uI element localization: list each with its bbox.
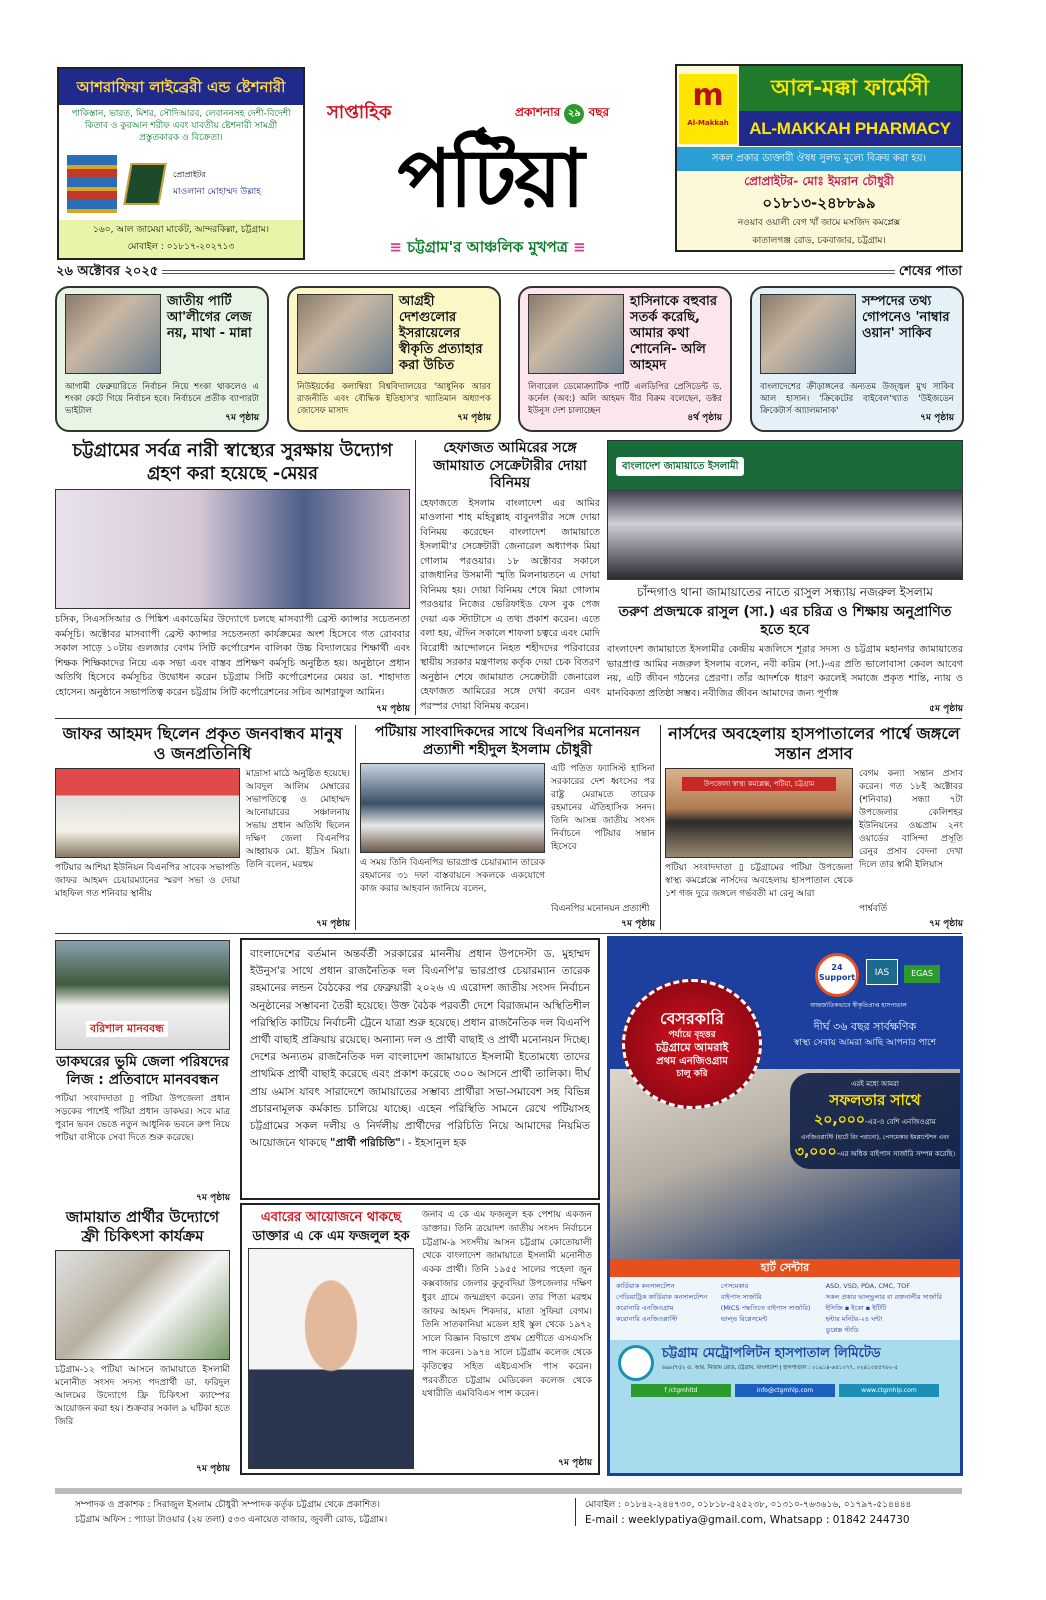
teaser-text: নিউইয়র্কের কলাম্বিয়া বিশ্ববিদ্যালয়ের 'আধুনিক আরব রাজনীতি এবং বৌদ্ধিক ইতিহাস'র খ্যাতিমান অধ্যাপক জোসেফ মাসাদ xyxy=(297,382,491,416)
teaser-headline: জাতীয় পার্টি আ'লীগের লেজ নয়, মাথা - মান্না xyxy=(167,294,252,341)
quran-image xyxy=(123,163,166,205)
services-panel xyxy=(610,1277,960,1340)
tag-line: চট্টগ্রামে আমরাই xyxy=(655,1040,729,1054)
hospital-footer xyxy=(610,1340,960,1473)
years-badge: ২৯ xyxy=(564,104,584,124)
publishing-years xyxy=(515,101,609,124)
library-prop-label: প্রোপ্রাইটর xyxy=(173,170,206,179)
teaser-page-ref: ৪র্থ পৃষ্ঠায় xyxy=(687,413,722,423)
section-rule xyxy=(55,933,962,934)
tagline-text: চট্টগ্রাম'র আঞ্চলিক মুখপত্র xyxy=(407,238,568,256)
hospital-tag xyxy=(622,979,762,1109)
service-item: করোনারি এনজিওপ্লাস্টি xyxy=(616,1315,678,1323)
issue-date: ২৬ অক্টোবর ২০২৫ xyxy=(56,263,162,280)
page-label: শেষের পাতা xyxy=(895,263,962,280)
teaser-photo xyxy=(760,294,856,374)
nurse-headline: নার্সদের অবহেলায় হাসপাতালের পার্শ্বে জঙ্গলে সন্তান প্রসাব xyxy=(668,724,960,763)
shahidul-caption: এ সময় তিনি বিএনপির ভারপ্রাপ্ত চেয়ারম্যান তারেক রহমানের ৩১ দফা বাস্তবায়নে সকলকে একযোগে কাজ করার আহবান জানিয়ে বলেন, xyxy=(360,858,545,894)
library-address: ১৬০, আল জামেয়া মার্কেট, আন্দরকিল্লা, চট্টগ্রাম। xyxy=(93,225,269,235)
editorial-byline: । - ইহসানুল হক xyxy=(400,1137,467,1150)
editorial-text: বাংলাদেশের বর্তমান অন্তর্বর্তী সরকারের মাননীয় প্রধান উপদেস্টা ড. মুহাম্মদ ইউনুস'র সাথে প্রধান রাজনৈতিক দল বিএনপি'র ভারপ্রাপ্ত চেয়ারম্যান তারেক রহমানের লন্ডন বৈঠকের পর ফেব্রুয়ারী ২০২৬ এ এরোদশ জাতীয় সংসদ নির্বাচন অনুষ্ঠানের সম্ভাবনা তৈরী হয়েছে। উক্ত বৈঠক পরবর্তী দেশে বিরাজমান অস্থিতিশীল পরিস্থিতি কাটিয়ে নির্বাচনী ট্রেনে যাত্রা শুরু হয়েছে। প্রধান রাজনৈতিক দল বিএনপি প্রার্থী বাছাই প্রক্রিয়ায় রয়েছে। অন্যান্য দল ও প্রার্থী বাছাই ও প্রার্থী মনোনয়ন দিচ্ছে। দেশের অন্যতম রাজনৈতিক দল বাংলাদেশ জামায়াতে ইসলামী ইতোমধ্যে তাদের প্রাথমিক প্রার্থী বাছাই করেছে এবং প্রকাশ করেছে ৩০০ আসনে প্রার্থী তালিকা। দীর্ঘ প্রায় ৬মাস যাবৎ সারাদেশে জামায়াতের সম্ভাব্য প্রার্থীরা সভা-সমাবেশ সহ বিভিন্ন প্রচারনামূলক কর্মকান্ড চালিয়ে যাচ্ছে। এহেন পরিস্থিতি সামনে রেখে পটিয়াসহ চট্টগ্রামের সকল দলীয় ও নির্দলীয় প্রার্থীদের পরিচিতি নিয়ে আমাদের নিয়মিত আয়োজনে থাকছে xyxy=(250,948,590,1150)
angiogram-count: ২০,০০০ xyxy=(814,1112,866,1128)
bypass-text: -এর অধিক বাইপাস সার্জারি সম্পন্ন করেছি। xyxy=(836,1150,956,1158)
shahidul-page-ref: ৭ম পৃষ্ঠায় xyxy=(621,919,655,929)
library-mobile: মোবাইল : ০১৮১৭-২০২৭১৩ xyxy=(127,242,235,252)
teaser-headline: সম্পদের তথ্য গোপনেও 'নাম্বার ওয়ান' সাকিব xyxy=(862,294,950,341)
hefazat-headline: হেফাজত আমিরের সঙ্গে জামায়াত সেক্রেটারীর দোয়া বিনিময় xyxy=(433,440,587,491)
teaser-headline: হাসিনাকে বহুবার সতর্ক করেছি, আমার কথা শোনেনি- অলি আহমদ xyxy=(630,294,717,373)
service-item: পেডিয়াট্রিক কার্ডিয়াক কনসালটেশন xyxy=(616,1293,708,1301)
jafar-headline: জাফর আহমদ ছিলেন প্রকৃত জনবান্ধব মানুষ ও জনপ্রতিনিধি xyxy=(62,724,343,763)
pharmacy-prop: প্রোপ্রাইটর- মোঃ ইমরান চৌধুরী xyxy=(744,174,894,188)
teaser-box[interactable] xyxy=(287,286,501,432)
services-column xyxy=(826,1281,954,1336)
daakghar-body: পটিয়া সংবাদদাতা ▯ পটিয়া উপজেলা প্রধান সড়কের পাশেই পটিয়া প্রধান ডাকঘর। সবে মাত্র পুরান ভবন ভেঙে নতুন আধুনিক ভবনে রুপ নিয়ে পটিয়া বাসীকে সেবা দিতে শুরু করেছে। xyxy=(55,1094,230,1143)
pharmacy-title-bn: আল-মক্কা ফার্মেসী xyxy=(739,66,961,111)
success-mid: এনজিওপ্লাস্টি (হার্টে রিং পরানো), পেসমেকার ইমপ্লান্টেশন এবং xyxy=(800,1134,950,1141)
service-item: ডুপ্লেক্স স্টাডি xyxy=(825,1326,859,1334)
shahidul-side2: বিএনপির মনোনয়ন প্রত্যাশী xyxy=(551,904,650,914)
teaser-text: বাংলাদেশের ক্রীড়াঙ্গনের অন্যতম উজ্জ্বল মুখ সাকিব আল হাসান। 'ক্রিকেটের বাইবেল'খ্যাত 'উইজডেন ক্রিকেটার্স আ্যালমানাক' xyxy=(760,382,954,416)
candidate-body: জনাব এ কে এম ফজলুল হক পেশায় একজন ডাক্তার। তিনি ত্রয়োদশ জাতীয় সংসদ নির্বাচনে চট্টগ্রাম-৯ সংসদীয় আসন চট্টগ্রাম কোতোয়ালী থেকে বাংলাদেশ জামায়াতে ইসলামী মনোনীত একক প্রার্থী। তিনি ১৯৫৫ সালের পহেলা জুন কক্সবাজার জেলার কুতুবদিয়া উপজেলার দক্ষিণ ধুরং গ্রামে জন্মগ্রহণ করেন। তার পিতা মরহুম জাফর আহমদ শিকদার, মাতা সুফিয়া বেগম। তিনি সাতকানিয়া মডেল হাই স্কুল থেকে ১৯৭২ সালে বিজ্ঞান বিভাগে প্রথম শ্রেণীতে এসএসসি পাস করেন। ১৯৭৪ সালে চট্টগ্রাম কলেজ থেকে কৃতিত্বের সহিত এইচএসসি পাস করেন। পরবর্তীতে চট্টগ্রাম মেডিকেল কলেজ থেকে যথারীতি এমবিবিএস পাশ করেন। xyxy=(422,1210,592,1400)
facebook-link[interactable]: f /ctgmhltd xyxy=(631,1384,731,1397)
hospital-building-photo xyxy=(665,768,853,858)
weekly-label: সাপ্তাহিক xyxy=(327,102,392,123)
hospital-ad xyxy=(607,936,963,1476)
mayor-story xyxy=(55,440,410,715)
pharmacy-ad xyxy=(675,64,963,252)
hefazat-story xyxy=(420,440,600,715)
chandgaon-page-ref: ৫ম পৃষ্ঠায় xyxy=(929,704,963,714)
service-item: (MICS পদ্ধতিতে বাইপাস সার্জারি) xyxy=(720,1304,811,1312)
candidate-kicker: এবারের আয়োজনে থাকছে xyxy=(260,1210,402,1225)
service-item: কার্ডিয়াক কনসালটেশন xyxy=(616,1282,675,1290)
library-ad xyxy=(57,67,305,260)
footer-publisher: সম্পাদক ও প্রকাশক : সিরাজুল ইসলাম চৌধুরী সম্পাদক কর্তৃক চট্টগ্রাম থেকে প্রকাশিত। xyxy=(75,1500,380,1510)
chandgaon-story xyxy=(607,440,963,715)
pharmacy-address1: নওয়াব ওয়ালী বেগ খাঁ জামে মসজিদ কমপ্লেক্স xyxy=(737,218,901,229)
nurse-side: বেগম কন্যা সন্তান প্রসাব করেন। গত ১৮ই অক্টোবর (শনিবার) সন্ধ্যা ৭টা উপজেলার কেলিশহর ইউনিয়নের ওচ্চপ্রাম ২নং ওয়ার্ডের বাসিন্দা প্রসূতি রেনুর প্রসাব বেদনা দেখা দিলে তার স্বামী ইলিয়াস xyxy=(859,769,963,870)
mayor-page-ref: ৭ম পৃষ্ঠায় xyxy=(376,704,410,714)
shahidul-headline: পটিয়ায় সাংবাদিকদের সাথে বিএনপির মনোনয়ন প্রত্যাশী শহীদুল ইসলাম চৌধুরী xyxy=(375,724,640,758)
jafar-story xyxy=(55,724,350,930)
books-image xyxy=(67,155,117,213)
pharmacy-phone: ০১৮১৩-২৪৮৮৯৯ xyxy=(762,193,876,212)
protest-banner: বরিশাল মানববন্ধ xyxy=(86,1021,168,1037)
chandgaon-kicker: চাঁন্দগাও থানা জামায়াতের নাতে রাসুল সন্ধ্যায় নজরুল ইসলাম xyxy=(637,585,933,599)
chandgaon-body: বাংলাদেশ জামায়াতে ইসলামীর কেন্দ্রীয় মজলিসে শূরার সদস্য ও চট্টগ্রাম মহানগর জামায়াতের ভারপ্রাপ্ত আমির নজরুল ইসলাম বলেন, নবী করিম (সা.)-এর প্রতি ভালোবাসা কেবল আবেগ নয়, এটি জীবন গঠনের প্রেরণা। তাঁর আদর্শকে ধারণ করলেই সমাজে প্রকৃত শান্তি, ন্যায় ও মানবিকতা প্রতিষ্ঠা সম্ভব। নবীজির জীবন আমাদের জন্য পূর্ণাঙ্গ xyxy=(607,644,963,699)
jafar-page-ref: ৭ম পৃষ্ঠায় xyxy=(316,919,350,929)
teaser-text: আগামী ফেব্রুয়ারিতে নির্বাচন নিয়ে শংকা থাকলেও এ শংকা কেটে গিয়ে নির্বাচন হবে। নির্বাচনে প্রতীক ব্যাপারটা ভাইটাল xyxy=(65,382,259,416)
tagline: ≡ চট্টগ্রাম'র আঞ্চলিক মুখপত্র ≡ xyxy=(389,238,586,256)
newspaper-logo: পটিয়া xyxy=(397,132,583,225)
hospital-tagline2: স্বাস্থ্য সেবায় আমরা আছি আপনার পাশে xyxy=(793,1038,937,1048)
service-item: সকল প্রকার ভাল্ভুলার বা রক্তনালীর সার্জারি xyxy=(825,1293,942,1301)
success-panel xyxy=(790,1073,960,1169)
egas-cert: EGAS xyxy=(904,965,940,983)
website-link[interactable]: www.ctgmhlp.com xyxy=(839,1384,939,1397)
teaser-box[interactable] xyxy=(55,286,269,432)
tag-line: চালু করি xyxy=(676,1068,708,1079)
pharmacy-logo-text: Al-Makkah xyxy=(687,119,729,127)
protest-photo xyxy=(55,940,230,1050)
jafar-photo xyxy=(55,768,240,858)
teaser-box[interactable] xyxy=(750,286,964,432)
footer-bar xyxy=(55,1488,962,1494)
nurse-caption: পটিয়া সংবাদদাতা ▯ চট্টগ্রামের পটিয়া উপজেলা স্বাস্থ্য কমপ্লেক্সে নার্সদের অবহেলায় হাসপাতাল থেকে ১শ গজ দুরে জঙ্গলে গর্ভবতী মা রেনু আরা xyxy=(665,863,853,899)
heart-center-bar: হার্ট সেন্টার xyxy=(610,1259,960,1277)
mayor-body: চসিক, সিএসসিআর ও পিঙ্কিশ একাডেমির উদ্যোগে চলছে মাসব্যাপী ব্রেস্ট ক্যান্সার সচেতনতা কর্মসূচি। অক্টোবর মাসব্যাপী ব্রেস্ট ক্যান্সার সচেতনতা কার্যক্রমের অংশ হিসেবে গত রোববার সকাল সাড়ে ১০টায় গুলজার বেগম সিটি কর্পোরেশন বালিকা উচ্চ বিদ্যালয়ের শিক্ষার্থী এবং শিক্ষক শিক্ষিকাদের নিয়ে এক সভা এবং বাস্তব প্রশিক্ষণ কর্মসূচি অনুষ্ঠিত হয়। অনুষ্ঠানে প্রধান অতিথি হিসেবে কর্মসূচির উদ্বোধন করেন চট্টগ্রাম সিটি কর্পোরেশনের মেয়র ডা. শাহাদাত হোসেন। অনুষ্ঠানে সভাপতিত্ব করেন চট্টগ্রাম সিটি কর্পোরেশনের সচিব আশরাফুল আমিন। xyxy=(55,614,410,698)
recognized-text: আন্তর্জাতিকভাবে স্বীকৃতিপ্রাপ্ত হাসপাতাল xyxy=(810,1002,907,1009)
success-pre: এরই মধ্যে আমরা xyxy=(851,1080,899,1088)
hospital-logo xyxy=(618,1345,654,1381)
column-rule xyxy=(660,725,661,930)
medical-page-ref: ৭ম পৃষ্ঠায় xyxy=(196,1464,230,1474)
hefazat-body: হেফাজতে ইসলাম বাংলাদেশ এর আমির মাওলানা শাহ মহিবুল্লাহ বাবুনগরীর সঙ্গে দোয়া বিনিময় করেছেন বাংলাদেশ জামায়াতে ইসলামী'র সেক্রেটারী জেনারেল অধ্যাপক মিয়া গোলাম পরওয়ার। ১৮ অক্টোবর সকালে রাজধানির উসমানী স্মৃতি মিলনায়তনে এ দোয়া বিনিময় হয়। দোয়া বিনিময় শেষে মিয়া গোলাম পরওয়ার নিজের ভেরিফাইড ফেস বুক পেজ দেয়া এক স্ট্যাটাসে এ তথ্য প্রকাশ করেন। এতে বলা হয়, ঐদিন সকালে শাফলা চত্বরে এবং মোদি বিরোধী আন্দোলনে নিহত শহীদদের পরিবারের স্থায়ীয় সরকার মন্ত্রণালয় কর্তৃক দেয়া চেক বিতরণ অনুষ্ঠান শেষে জামায়াত সেক্রেটারী জেনারেল হেফাজত আমিরের সঙ্গে দেখা করেন এবং পরস্পর দোয়া বিনিময় করেন। xyxy=(420,497,600,712)
footer-left xyxy=(75,1498,570,1528)
ias-cert: IAS xyxy=(866,959,898,985)
medical-headline: জামায়াত প্রার্থীর উদ্যোগে ফ্রী চিকিৎসা কার্যক্রম xyxy=(65,1208,220,1245)
mayor-event-photo xyxy=(55,489,410,609)
footer-email: E-mail : weeklypatiya@gmail.com, Whatsapp : 01842 244730 xyxy=(585,1514,910,1526)
hospital-tagline1: দীর্ঘ ৩৬ বছর সার্বক্ষণিক xyxy=(813,1020,917,1033)
footer-right xyxy=(585,1498,985,1528)
teaser-headline: আগ্রহী দেশগুলোর ইসরায়েলের স্বীকৃতি প্রত্যাহার করা উচিত xyxy=(399,294,483,373)
teaser-page-ref: ৭ম পৃষ্ঠায় xyxy=(920,413,954,423)
teaser-box[interactable] xyxy=(518,286,732,432)
masthead xyxy=(315,95,660,265)
shahidul-story xyxy=(360,724,655,930)
library-contact xyxy=(59,220,303,258)
angiogram-text: -এর-ও বেশি এনজিওগ্রাম xyxy=(865,1118,936,1126)
candidate-box xyxy=(240,1203,600,1475)
pharmacy-slogan: সকল প্রকার ডাক্তারী ঔষধ সুলভ মূল্যে বিক্রয় করা হয়। xyxy=(677,147,961,171)
jafar-side: মাদ্রাসা মাঠে অনুষ্ঠিত হয়েছে। আবদুল আলিম মেম্বারের সভাপতিত্বে ও মোহাম্মদ আনোয়ারের সঞ্চালনায় সভায় প্রধান অতিথি ছিলেন দক্ষিণ জেলা বিএনপির আহ্বায়ক মো. ইদ্রিস মিয়া। তিনি বলেন, মরহুম xyxy=(246,769,350,870)
teaser-photo xyxy=(528,294,624,374)
hospital-address: ৬৯৮/৭৫২ ও. আর. নিজাম রোড, চট্টগ্রাম, বাংলাদেশ | হাসপাতাল : ০১৯১৪-৬৫১০৭৭, ০২৪১৩৫৫৭৬২-৫ xyxy=(662,1365,898,1371)
teaser-page-ref: ৭ম পৃষ্ঠায় xyxy=(225,413,259,423)
jafar-caption: পটিয়ার আশিয়া ইউনিয়ন বিএনপির সাবেক সভাপতি জাফর আহমদ চেয়ারম্যানের স্মরণ সভা ও দোয়া মাহফিল গত শনিবার স্থানীয় xyxy=(55,863,240,899)
pharmacy-address2: কাতালগঞ্জ রোড, চকবাজার, চট্টগ্রাম। xyxy=(752,235,886,246)
nurse-page-ref: ৭ম পৃষ্ঠায় xyxy=(929,919,963,929)
footer-office: চট্টগ্রাম অফিস : প্যাডা টাওয়ার (২য় তলা) ৫৩৩ এনায়েত বাজার, জুবলী রোড, চট্টগ্রাম। xyxy=(75,1515,388,1525)
success-heading: সফলতার সাথে xyxy=(829,1091,921,1109)
tag-line: পর্যায়ে বৃহত্তর xyxy=(668,1029,716,1040)
editorial-highlight: "প্রার্থী পরিচিতি" xyxy=(330,1137,401,1150)
shahidul-side: এটি পতিত ফ্যাসিস্ট হাসিনা সরকারের দেশ ধ্বংসের পর রাষ্ট্র মেরামতে তারেক রহমানের ঐতিহাসিক সনদ। তিনি আসন্ন জাতীয় সংসদ নির্বাচনে পটিয়ার সন্তান হিসেবে xyxy=(551,764,655,852)
medical-camp-photo xyxy=(55,1250,230,1360)
library-prop-name: মাওলানা মোহাম্মদ উল্লাহ xyxy=(173,187,262,197)
tag-line: প্রথম এনজিওগ্রাম xyxy=(656,1055,728,1067)
dateline-rule xyxy=(56,270,958,274)
email-link[interactable]: info@ctgmhlp.com xyxy=(735,1384,835,1397)
footer-divider xyxy=(575,1498,576,1526)
chandgaon-photo xyxy=(607,440,963,580)
daakghar-headline: ডাকঘরের ভুমি জেলা পরিষদের লিজ : প্রতিবাদে মানববন্ধন xyxy=(56,1054,229,1088)
shahidul-photo xyxy=(360,763,545,853)
editorial-body xyxy=(250,946,590,1192)
teaser-photo xyxy=(297,294,393,374)
column-rule xyxy=(355,725,356,930)
column-rule xyxy=(415,440,416,715)
section-rule xyxy=(55,718,962,719)
teaser-page-ref: ৭ম পৃষ্ঠায় xyxy=(457,413,491,423)
service-item: ভাল্ভ রিপ্লেসমেন্ট xyxy=(720,1315,768,1323)
library-ad-desc: পাকিস্তান, ভারত, মিশর, সৌদিআরব, লেবাননসহ দেশী-বিদেশী কিতাব ও কুরআন শরীফ এবং যাবতীয় ষ্টেশনারী সামগ্রী প্রস্তুতকারক ও বিক্রেতা। xyxy=(71,109,291,143)
services-column xyxy=(616,1281,715,1336)
support-24-badge: 24 Support xyxy=(815,953,859,997)
years-label: বছর xyxy=(588,105,610,119)
services-column xyxy=(721,1281,820,1336)
service-item: পেসমেকার xyxy=(720,1282,749,1290)
publishing-label: প্রকাশনার xyxy=(515,105,561,119)
pharmacy-title-en: AL-MAKKAH PHARMACY xyxy=(739,111,961,146)
service-item: বাইপাস সার্জারি xyxy=(720,1293,762,1301)
left-column xyxy=(55,940,230,1475)
chandgaon-banner: বাংলাদেশ জামায়াতে ইসলামী xyxy=(616,457,744,476)
candidate-portrait xyxy=(248,1248,414,1469)
hospital-sign: উপজেলা স্বাস্থ্য কমপ্লেক্স, পটিয়া, চট্টগ্রাম xyxy=(682,777,836,791)
hospital-name: চট্টগ্রাম মেট্রোপলিটন হাসপাতাল লিমিটেড xyxy=(662,1346,881,1361)
service-item: ASD, VSD, PDA, CMC, TOF xyxy=(825,1282,911,1290)
service-item: হল্টার মনিটর-২৪ ঘন্টা xyxy=(825,1315,883,1323)
candidate-headline: ডাক্তার এ কে এম ফজলুল হক xyxy=(252,1229,410,1244)
footer-phones: মোবাইল : ০১৮৪২-২৪৪৭৩০, ০১৮১৮-৫২৫২৩৮, ০১৩১০-৭৬৩৬১৬, ০১৭৯৭-৫১৪৪৪৪ xyxy=(585,1500,912,1510)
medical-body: চট্টগ্রাম-১২ পটিয়া আসনে জামায়াতে ইসলামী মনোনীত সংসদ সদস্য পদপ্রার্থী ডা. ফরিদুল আলমের উদ্যোগে ফ্রি চিকিৎসা ক্যাম্পের আয়োজন করা হয়। শুক্রবার সকাল ৯ ঘটিকা হতে জিরি xyxy=(55,1364,230,1427)
bypass-count: ৩,০০০ xyxy=(794,1144,837,1160)
nurse-side2: পার্শ্ববর্তি xyxy=(859,904,888,914)
pharmacy-logo: m Al-Makkah xyxy=(679,74,737,144)
teaser-photo xyxy=(65,294,161,374)
tag-line: বেসরকারি xyxy=(660,1008,724,1028)
library-ad-title: আশরাফিয়া লাইব্রেরী এন্ড ষ্টেশনারী xyxy=(59,69,303,105)
mayor-headline: চট্টগ্রামের সর্বত্র নারী স্বাস্থ্যের সুরক্ষায় উদ্যোগ গ্রহণ করা হয়েছে -মেয়র xyxy=(72,440,393,484)
chandgaon-headline: তরুণ প্রজন্মকে রাসুল (সা.) এর চরিত্র ও শিক্ষায় অনুপ্রাণিত হতে হবে xyxy=(618,604,952,638)
daakghar-page-ref: ৭ম পৃষ্ঠায় xyxy=(196,1193,230,1204)
editorial-box xyxy=(240,938,600,1200)
teaser-text: লিবারেল ডেমোক্র্যাটিক পার্টি এলডিপির প্রেসিডেন্ট ড. কর্নেল (অব:) অলি আহমদ বীর বিক্রম বলেছেন, ডক্টর ইউনুস দেশ চালাচ্ছেন xyxy=(528,382,722,416)
candidate-page-ref: ৭ম পৃষ্ঠায় xyxy=(558,1458,592,1468)
nurse-story xyxy=(665,724,963,930)
service-item: করোনারি এনজিওগ্রাম xyxy=(616,1304,674,1312)
service-item: ইসিজি ▪ ইকো ▪ ইটিটি xyxy=(825,1304,887,1312)
